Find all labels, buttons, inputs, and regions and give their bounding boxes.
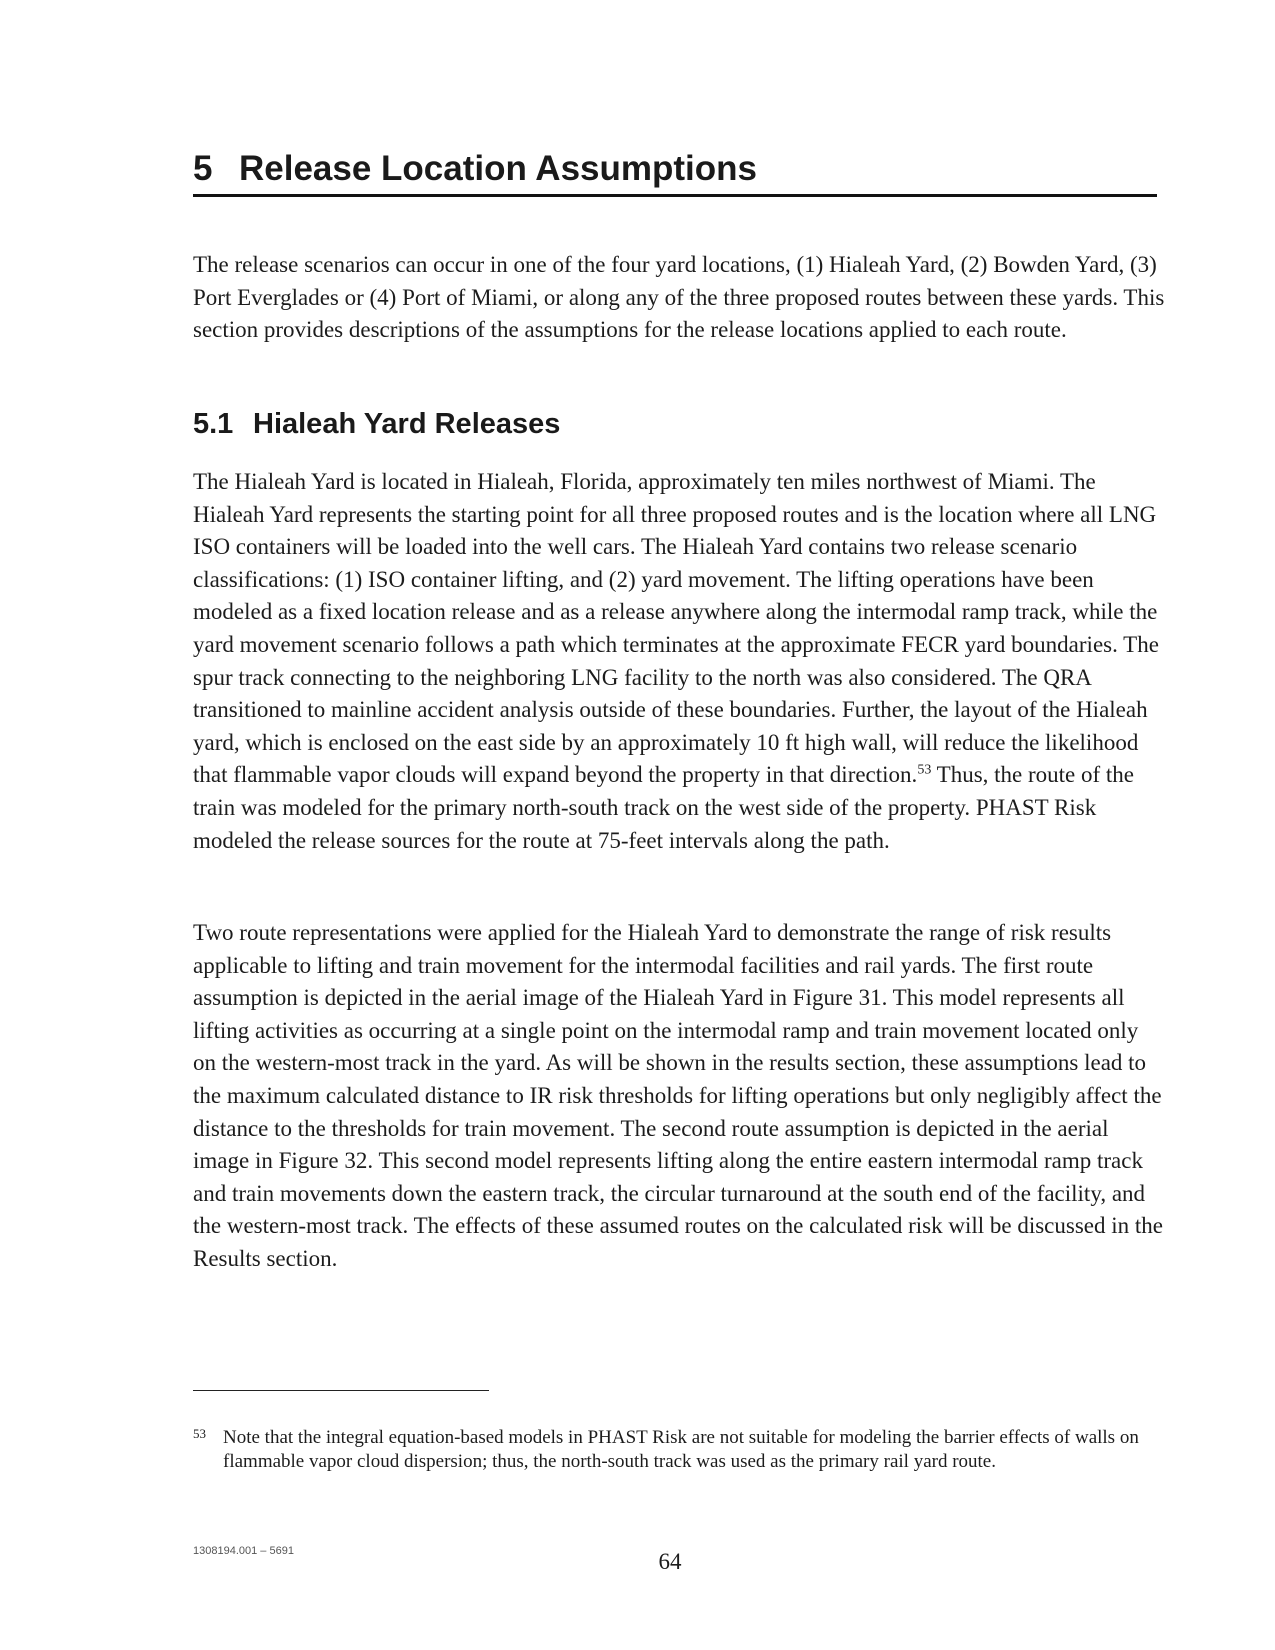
section-title: Release Location Assumptions: [239, 149, 757, 188]
body-paragraph-2: Two route representations were applied for the Hialeah Yard to demonstrate the range of risk results applicable to lifting and train movement for the intermodal facilities and rail yards. The first route assumption is depicted in the aerial image of the Hialeah Yard in Figure 31. This model represents all lifting activities as occurring at a single point on the intermodal ramp and train movement located only on the western-most track in the yard. As will be shown in the results section, these assumptions lead to the maximum calculated distance to IR risk thresholds for lifting operations but only negligibly affect the distance to the thresholds for train movement. The second route assumption is depicted in the aerial image in Figure 32. This second model represents lifting along the entire eastern intermodal ramp track and train movements down the eastern track, the circular turnaround at the south end of the facility, and the western-most track. The effects of these assumed routes on the calculated risk will be discussed in the Results section.: [193, 920, 1163, 1271]
section-number: 5: [193, 149, 213, 188]
paragraph-text: The Hialeah Yard is located in Hialeah, Florida, approximately ten miles northwest of Miami. The Hialeah Yard represents the starting point for all three proposed routes and is the location where all LNG ISO containers will be loaded into the well cars. The Hialeah Yard contains two release scenario classifications: (1) ISO container lifting, and (2) yard movement. The lifting operations have been modeled as a fixed location release and as a release anywhere along the intermodal ramp track, while the yard movement scenario follows a path which terminates at the approximate FECR yard boundaries. The spur track connecting to the neighboring LNG facility to the north was also considered. The QRA transitioned to mainline accident analysis outside of these boundaries. Further, the layout of the Hialeah yard, which is enclosed on the east side by an approximately 10 ft high wall, will reduce the likelihood that flammable vapor clouds will expand beyond the property in that direction.: [193, 469, 1159, 788]
footnote-divider: [193, 1390, 489, 1391]
section-heading: [193, 148, 1157, 197]
footnote-text: Note that the integral equation-based models in PHAST Risk are not suitable for modeling the barrier effects of walls on flammable vapor cloud dispersion; thus, the north-south track was used as the primary rail yard route.: [223, 1427, 1139, 1472]
document-id: 1308194.001 – 5691: [193, 1545, 294, 1557]
subsection-heading: [193, 406, 560, 442]
page-number: 64: [658, 1549, 682, 1574]
body-paragraph-1: [193, 466, 1165, 857]
paragraph-text-continued: Thus, the route of the train was modeled for the primary north-south track on the west side of the property. PHAST Risk modeled the release sources for the route at 75-feet intervals along the path.: [193, 762, 1135, 853]
footnote-number: 53: [193, 1426, 206, 1441]
footnote-reference[interactable]: 53: [917, 762, 932, 778]
subsection-title: Hialeah Yard Releases: [253, 408, 561, 440]
footnote: [193, 1426, 1165, 1473]
subsection-number: 5.1: [193, 408, 234, 440]
intro-paragraph: The release scenarios can occur in one of the four yard locations, (1) Hialeah Yard, (2) Bowden Yard, (3) Port Everglades or (4) Port of Miami, or along any of the three proposed routes between these yards. This section provides descriptions of the assumptions for the release locations applied to each route.: [193, 252, 1165, 343]
